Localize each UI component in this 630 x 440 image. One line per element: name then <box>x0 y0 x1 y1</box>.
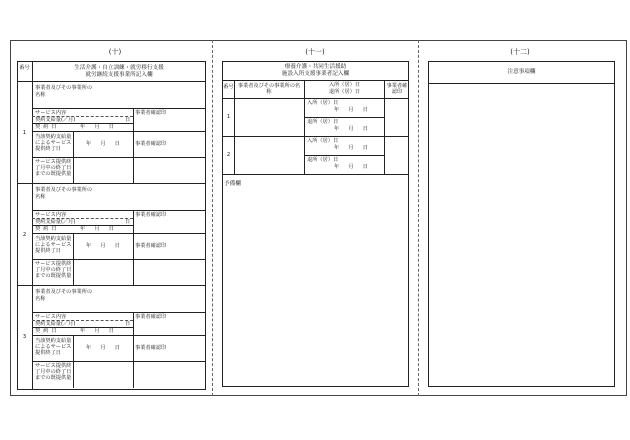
panel1-header-line2: 就労継続支援事業所記入欄 <box>85 72 153 78</box>
panel1-supplied-label: サービス提供終了月中の終了日までの既提供量 <box>35 261 72 279</box>
panel1-end-label: 当該契約支給量によるサービス提供終了日 <box>35 338 72 356</box>
panel2-row-no: 1 <box>226 114 231 120</box>
panel1-confirm-label: 事業者確認印 <box>135 141 167 147</box>
panel-title-10: (十) <box>108 48 122 56</box>
panel2-in-label: 入所（居）日 <box>307 100 339 106</box>
panel1-day-label: 日 <box>125 117 131 123</box>
panel2-out-ymd: 年 月 日 <box>334 126 370 132</box>
panel2-spare-label: 予備欄 <box>224 181 241 187</box>
panel1-supplied-label: サービス提供終了月中の終了日までの既提供量 <box>35 363 72 381</box>
panel2-in-label: 入所（居）日 <box>307 138 339 144</box>
panel1-supplied-label: サービス提供終了月中の終了日までの既提供量 <box>35 159 72 177</box>
panel3-header: 注意事項欄 <box>507 69 536 75</box>
panel2-out-ymd: 年 月 日 <box>334 164 370 170</box>
panel2-out-label: 退所（居）日 <box>307 119 339 125</box>
panel-title-12: (十二) <box>510 48 530 56</box>
panel2-confirm-header: 事業者確認印 <box>386 83 408 95</box>
panel1-row-no: 1 <box>22 129 27 136</box>
panel1-end-label: 当該契約支給量によるサービス提供終了日 <box>35 134 72 152</box>
panel1-row-no: 3 <box>22 333 27 340</box>
panel1-service-label: サービス内容 <box>35 212 67 218</box>
panel1-service-label: サービス内容 <box>35 110 67 116</box>
panel1-no-header: 番号 <box>19 65 30 71</box>
panel2-out-header: 退所（居）日 <box>328 89 361 95</box>
panel1-confirm-label: 事業者確認印 <box>135 243 167 249</box>
panel1-confirm-label: 事業者確認印 <box>135 110 167 116</box>
panel2-in-ymd: 年 月 日 <box>334 107 370 113</box>
panel2-in-header: 入所（居）日 <box>328 82 361 88</box>
panel2-header-line2: 施設入所支援事業者記入欄 <box>281 71 350 77</box>
panel1-end-ymd: 年 月 日 <box>86 141 122 147</box>
fold-line-1 <box>212 40 213 396</box>
panel2-row-no: 2 <box>226 152 231 158</box>
panel2-header-line1: 療養介護・共同生活援助 <box>284 64 347 70</box>
panel1-amount-label: 契約支給量(／月) <box>35 219 76 225</box>
panel1-day-label: 日 <box>125 321 131 327</box>
panel2-table <box>222 61 409 387</box>
panel1-contract-ymd: 年 月 日 <box>80 328 116 334</box>
panel1-day-label: 日 <box>125 219 131 225</box>
panel1-row-no: 2 <box>22 231 27 238</box>
panel1-confirm-label: 事業者確認印 <box>135 212 167 218</box>
panel1-amount-label: 契約支給量(／月) <box>35 321 76 327</box>
panel1-contract-ymd: 年 月 日 <box>80 226 116 232</box>
panel-title-11: (十一) <box>305 48 325 56</box>
panel1-business-label: 事業者及びその事業所の名称 <box>35 289 93 302</box>
panel3-table <box>428 61 615 387</box>
panel1-contract-label: 契約日 <box>35 328 60 334</box>
panel1-service-label: サービス内容 <box>35 314 67 320</box>
panel2-no-header: 番号 <box>223 84 234 90</box>
panel2-in-ymd: 年 月 日 <box>334 145 370 151</box>
panel1-amount-label: 契約支給量(／月) <box>35 117 76 123</box>
fold-line-2 <box>418 40 419 396</box>
panel1-end-ymd: 年 月 日 <box>86 243 122 249</box>
panel1-contract-ymd: 年 月 日 <box>80 124 116 130</box>
panel1-end-ymd: 年 月 日 <box>86 345 122 351</box>
panel1-header-line1: 生活介護・自立訓練・就労移行支援 <box>74 65 164 71</box>
panel1-contract-label: 契約日 <box>35 226 60 232</box>
panel2-business-header: 事業者及びその事業所の名称 <box>237 83 301 95</box>
panel1-contract-label: 契約日 <box>35 124 60 130</box>
panel1-business-label: 事業者及びその事業所の名称 <box>35 85 93 98</box>
panel2-out-label: 退所（居）日 <box>307 157 339 163</box>
panel1-confirm-label: 事業者確認印 <box>135 314 167 320</box>
panel1-confirm-label: 事業者確認印 <box>135 345 167 351</box>
panel1-end-label: 当該契約支給量によるサービス提供終了日 <box>35 236 72 254</box>
panel1-business-label: 事業者及びその事業所の名称 <box>35 187 93 200</box>
